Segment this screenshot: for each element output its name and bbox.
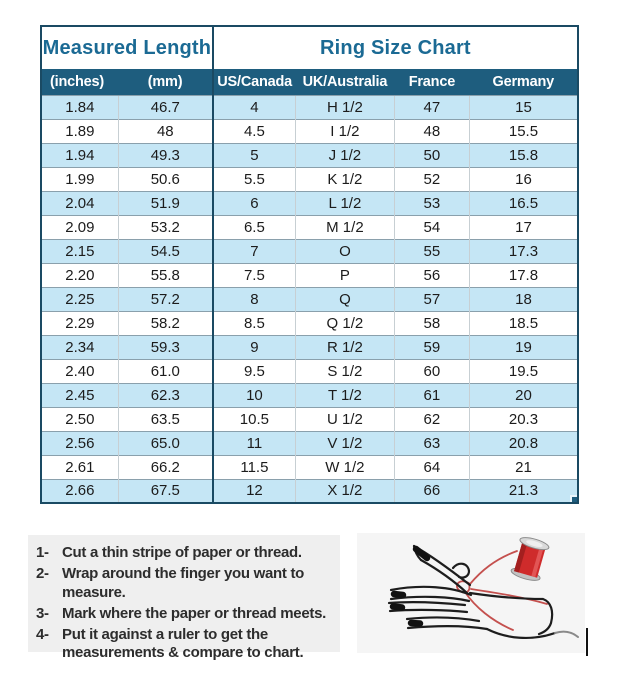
table-cell: 1.89 bbox=[41, 119, 118, 143]
instruction-item bbox=[36, 565, 336, 602]
table-cell: 2.66 bbox=[41, 479, 118, 503]
table-cell: 59 bbox=[394, 335, 469, 359]
table-cell: 8 bbox=[213, 287, 296, 311]
table-cell: 47 bbox=[394, 95, 469, 119]
table-row bbox=[41, 479, 578, 503]
table-cell: 62.3 bbox=[118, 383, 213, 407]
table-cell: 17 bbox=[469, 215, 578, 239]
table-cell: 7.5 bbox=[213, 263, 296, 287]
table-row bbox=[41, 119, 578, 143]
table-column-header-row bbox=[41, 69, 578, 95]
table-cell: 53 bbox=[394, 191, 469, 215]
hand-with-thread-illustration bbox=[357, 533, 585, 653]
table-cell: 64 bbox=[394, 455, 469, 479]
table-cell: O bbox=[296, 239, 395, 263]
table-cell: 55.8 bbox=[118, 263, 213, 287]
table-cell: 18.5 bbox=[469, 311, 578, 335]
table-cell: 10 bbox=[213, 383, 296, 407]
table-body bbox=[41, 95, 578, 503]
table-row bbox=[41, 335, 578, 359]
instructions-box bbox=[28, 535, 340, 662]
instruction-text: Put it against a ruler to get the measurements & compare to chart. bbox=[62, 626, 304, 662]
table-cell: 11 bbox=[213, 431, 296, 455]
table-cell: 56 bbox=[394, 263, 469, 287]
table-cell: 11.5 bbox=[213, 455, 296, 479]
table-cell: 66 bbox=[394, 479, 469, 503]
ring-size-chart-header: Ring Size Chart bbox=[213, 26, 578, 69]
instruction-item bbox=[36, 544, 336, 562]
table-cell: 15.8 bbox=[469, 143, 578, 167]
table-cell: 2.29 bbox=[41, 311, 118, 335]
instructions-list bbox=[36, 544, 336, 663]
table-cell: 2.20 bbox=[41, 263, 118, 287]
table-cell: R 1/2 bbox=[296, 335, 395, 359]
table-cell: 15 bbox=[469, 95, 578, 119]
column-header-france: France bbox=[394, 69, 469, 95]
table-cell: P bbox=[296, 263, 395, 287]
table-row bbox=[41, 263, 578, 287]
table-cell: 55 bbox=[394, 239, 469, 263]
table-cell: 15.5 bbox=[469, 119, 578, 143]
table-cell: 16 bbox=[469, 167, 578, 191]
instruction-number: 2- bbox=[36, 565, 49, 583]
instruction-item bbox=[36, 626, 336, 663]
table-cell: W 1/2 bbox=[296, 455, 395, 479]
table-cell: 2.45 bbox=[41, 383, 118, 407]
table-cell: 2.15 bbox=[41, 239, 118, 263]
table-row bbox=[41, 311, 578, 335]
table-cell: 4.5 bbox=[213, 119, 296, 143]
table-row bbox=[41, 167, 578, 191]
table-cell: 58.2 bbox=[118, 311, 213, 335]
table-cell: 1.94 bbox=[41, 143, 118, 167]
table-cell: 51.9 bbox=[118, 191, 213, 215]
table-cell: 8.5 bbox=[213, 311, 296, 335]
table-cell: Q 1/2 bbox=[296, 311, 395, 335]
table-cell: 21.3 bbox=[469, 479, 578, 503]
instruction-text: Mark where the paper or thread meets. bbox=[62, 604, 326, 622]
table-group-header-row bbox=[41, 26, 578, 69]
table-row bbox=[41, 287, 578, 311]
table-cell: J 1/2 bbox=[296, 143, 395, 167]
table-cell: 48 bbox=[118, 119, 213, 143]
table-cell: 5 bbox=[213, 143, 296, 167]
table-cell: 61.0 bbox=[118, 359, 213, 383]
table-cell: 66.2 bbox=[118, 455, 213, 479]
table-row bbox=[41, 215, 578, 239]
table-cell: 16.5 bbox=[469, 191, 578, 215]
table-cell: Q bbox=[296, 287, 395, 311]
table-cell: 17.8 bbox=[469, 263, 578, 287]
table-cell: 20 bbox=[469, 383, 578, 407]
ring-size-table-container bbox=[40, 25, 579, 504]
column-header-inches: (inches) bbox=[41, 69, 118, 95]
ring-size-table bbox=[40, 25, 579, 504]
table-cell: 20.8 bbox=[469, 431, 578, 455]
table-cell: L 1/2 bbox=[296, 191, 395, 215]
table-cell: 46.7 bbox=[118, 95, 213, 119]
table-cell: H 1/2 bbox=[296, 95, 395, 119]
table-row bbox=[41, 191, 578, 215]
table-row bbox=[41, 95, 578, 119]
table-cell: 9 bbox=[213, 335, 296, 359]
table-cell: 54 bbox=[394, 215, 469, 239]
table-cell: 63 bbox=[394, 431, 469, 455]
table-row bbox=[41, 239, 578, 263]
table-row bbox=[41, 455, 578, 479]
table-cell: 12 bbox=[213, 479, 296, 503]
table-cell: 57.2 bbox=[118, 287, 213, 311]
table-row bbox=[41, 407, 578, 431]
table-cell: I 1/2 bbox=[296, 119, 395, 143]
table-cell: 1.84 bbox=[41, 95, 118, 119]
table-cell: 7 bbox=[213, 239, 296, 263]
instruction-number: 4- bbox=[36, 626, 49, 644]
instruction-item bbox=[36, 605, 336, 623]
table-cell: 2.40 bbox=[41, 359, 118, 383]
table-cell: 52 bbox=[394, 167, 469, 191]
table-cell: 18 bbox=[469, 287, 578, 311]
table-cell: 67.5 bbox=[118, 479, 213, 503]
table-cell: 2.04 bbox=[41, 191, 118, 215]
table-cell: 50 bbox=[394, 143, 469, 167]
table-cell: 17.3 bbox=[469, 239, 578, 263]
table-cell: M 1/2 bbox=[296, 215, 395, 239]
table-cell: 59.3 bbox=[118, 335, 213, 359]
text-cursor bbox=[586, 628, 588, 656]
table-cell: 54.5 bbox=[118, 239, 213, 263]
table-row bbox=[41, 359, 578, 383]
table-cell: 2.61 bbox=[41, 455, 118, 479]
table-cell: 62 bbox=[394, 407, 469, 431]
table-cell: 5.5 bbox=[213, 167, 296, 191]
table-cell: 9.5 bbox=[213, 359, 296, 383]
column-header-germany: Germany bbox=[469, 69, 578, 95]
table-cell: 4 bbox=[213, 95, 296, 119]
table-cell: 2.34 bbox=[41, 335, 118, 359]
table-cell: 57 bbox=[394, 287, 469, 311]
column-header-mm: (mm) bbox=[118, 69, 213, 95]
table-cell: 65.0 bbox=[118, 431, 213, 455]
table-cell: 61 bbox=[394, 383, 469, 407]
table-cell: 63.5 bbox=[118, 407, 213, 431]
hand-illustration-box bbox=[357, 533, 585, 653]
table-cell: 60 bbox=[394, 359, 469, 383]
table-cell: 58 bbox=[394, 311, 469, 335]
instruction-text: Wrap around the finger you want to measure. bbox=[62, 565, 305, 601]
table-cell: 48 bbox=[394, 119, 469, 143]
instruction-number: 3- bbox=[36, 604, 49, 622]
table-cell: U 1/2 bbox=[296, 407, 395, 431]
table-cell: V 1/2 bbox=[296, 431, 395, 455]
table-cell: 50.6 bbox=[118, 167, 213, 191]
table-cell: 2.25 bbox=[41, 287, 118, 311]
column-header-uk-australia: UK/Australia bbox=[296, 69, 395, 95]
wrist-line bbox=[555, 632, 578, 637]
selection-fill-handle[interactable] bbox=[570, 495, 577, 502]
table-cell: 1.99 bbox=[41, 167, 118, 191]
table-cell: 2.56 bbox=[41, 431, 118, 455]
instruction-number: 1- bbox=[36, 544, 49, 561]
thread-spool-icon bbox=[510, 535, 550, 583]
table-cell: 53.2 bbox=[118, 215, 213, 239]
table-cell: 20.3 bbox=[469, 407, 578, 431]
table-cell: 6 bbox=[213, 191, 296, 215]
table-cell: S 1/2 bbox=[296, 359, 395, 383]
measured-length-header: Measured Length bbox=[41, 26, 213, 69]
table-cell: 49.3 bbox=[118, 143, 213, 167]
table-cell: X 1/2 bbox=[296, 479, 395, 503]
table-cell: 6.5 bbox=[213, 215, 296, 239]
table-row bbox=[41, 431, 578, 455]
table-cell: 19 bbox=[469, 335, 578, 359]
table-cell: K 1/2 bbox=[296, 167, 395, 191]
table-cell: 10.5 bbox=[213, 407, 296, 431]
instruction-text: Cut a thin stripe of paper or thread. bbox=[62, 544, 302, 561]
table-row bbox=[41, 143, 578, 167]
column-header-us-canada: US/Canada bbox=[213, 69, 296, 95]
table-row bbox=[41, 383, 578, 407]
table-cell: 2.09 bbox=[41, 215, 118, 239]
table-cell: 21 bbox=[469, 455, 578, 479]
table-cell: T 1/2 bbox=[296, 383, 395, 407]
table-cell: 2.50 bbox=[41, 407, 118, 431]
table-cell: 19.5 bbox=[469, 359, 578, 383]
